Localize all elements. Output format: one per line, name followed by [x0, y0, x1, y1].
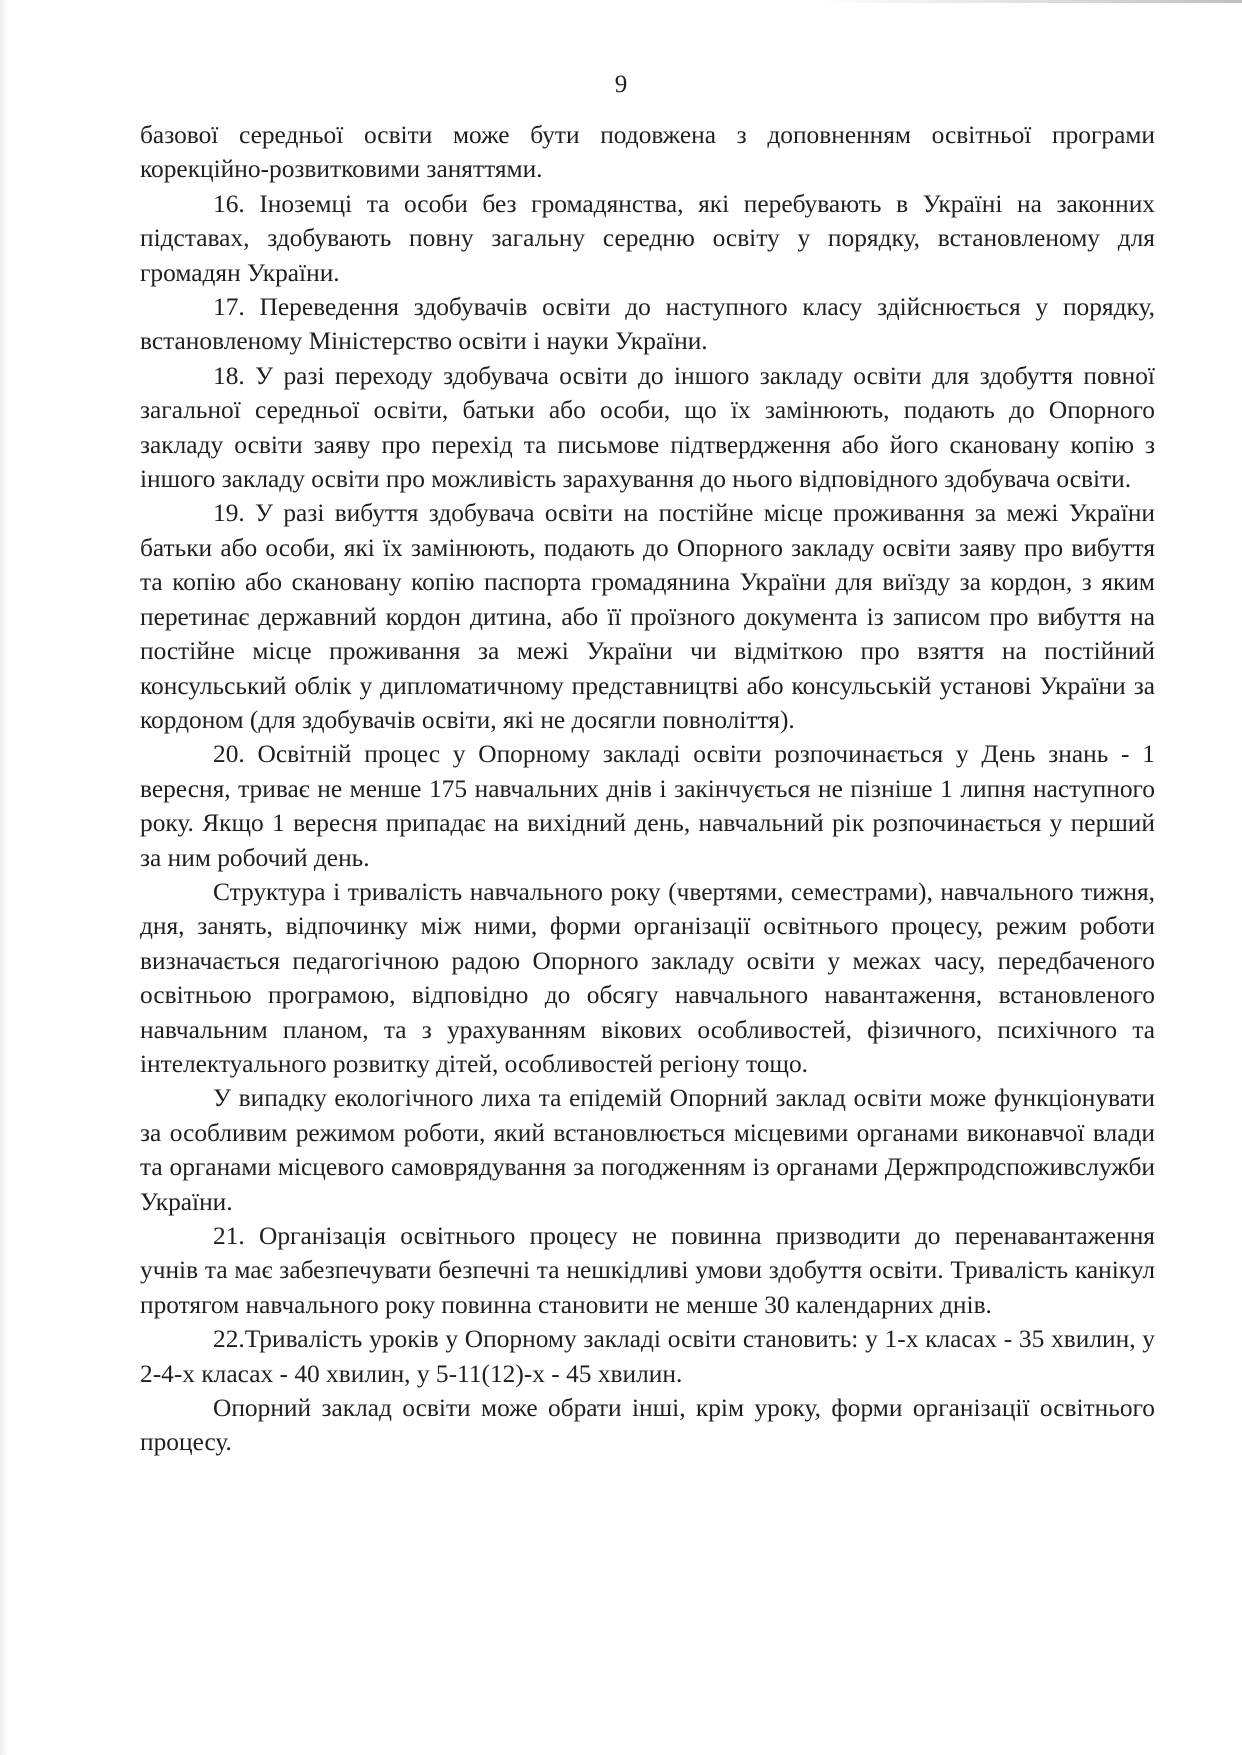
scan-border-top [820, 0, 1242, 3]
paragraph-continuation: базової середньої освіти може бути подовжена з доповненням освітньої програми корекційно-розвитковими заняттями. [140, 121, 1155, 184]
paragraph-20-emergency: У випадку екологічного лиха та епідемій Опорний заклад освіти може функціонувати за особливим режимом роботи, який встановлюється місцевими органами виконавчої влади та органами місцевого самоврядування за погодженням із органами Держпродспоживслужби України. [140, 1084, 1155, 1216]
scan-border-left [0, 0, 8, 1755]
paragraph-22-forms: Опорний заклад освіти може обрати інші, крім уроку, форми організації освітнього процесу. [140, 1394, 1155, 1457]
paragraph-17: 17. Переведення здобувачів освіти до наступного класу здійснюється у порядку, встановленому Міністерство освіти і науки України. [140, 293, 1155, 356]
paragraph-16: 16. Іноземці та особи без громадянства, які перебувають в Україні на законних підставах, здобувають повну загальну середню освіту у порядку, встановленому для громадян України. [140, 189, 1155, 287]
paragraph-20-structure: Структура і тривалість навчального року (чвертями, семестрами), навчального тижня, дня, занять, відпочинку між ними, форми організації освітнього процесу, режим роботи визначається педагогічною радою Опорного закладу освіти у межах часу, передбаченого освітньою програмою, відповідно до обсягу навчального навантаження, встановленого навчальним планом, та з урахуванням вікових особливостей, фізичного, психічного та інтелектуального розвитку дітей, особливостей регіону тощо. [140, 877, 1155, 1078]
paragraph-20: 20. Освітній процес у Опорному закладі освіти розпочинається у День знань - 1 вересня, триває не менше 175 навчальних днів і закінчується не пізніше 1 липня наступного року. Якщо 1 вересня припадає на вихідний день, навчальний рік розпочинається у перший за ним робочий день. [140, 740, 1155, 872]
paragraph-22: 22.Тривалість уроків у Опорному закладі освіти становить: у 1-х класах - 35 хвилин, у 2-4-х класах - 40 хвилин, у 5-11(12)-х - 45 хвилин. [140, 1325, 1155, 1388]
paragraph-18: 18. У разі переходу здобувача освіти до іншого закладу освіти для здобуття повної загальної середньої освіти, батьки або особи, що їх замінюють, подають до Опорного закладу освіти заяву про перехід та письмове підтвердження або його скановану копію з іншого закладу освіти про можливість зарахування до нього відповідного здобувача освіти. [140, 361, 1155, 494]
document-body [140, 118, 1155, 1460]
paragraph-21: 21. Організація освітнього процесу не повинна призводити до перенавантаження учнів та має забезпечувати безпечні та нешкідливі умови здобуття освіти. Тривалість канікул протягом навчального року повинна становити не менше 30 календарних днів. [140, 1222, 1155, 1319]
paragraph-19: 19. У разі вибуття здобувача освіти на постійне місце проживання за межі України батьки або особи, які їх замінюють, подають до Опорного закладу освіти заяву про вибуття та копію або скановану копію паспорта громадянина України для виїзду за кордон, з яким перетинає державний кордон дитина, або її проїзного документа із записом про вибуття на постійне місце проживання за межі України чи відміткою про взяття на постійний консульський облік у дипломатичному представництві або консульській установі України за кордоном (для здобувачів освіти, які не досягли повноліття). [140, 499, 1155, 734]
page-number: 9 [614, 71, 628, 98]
